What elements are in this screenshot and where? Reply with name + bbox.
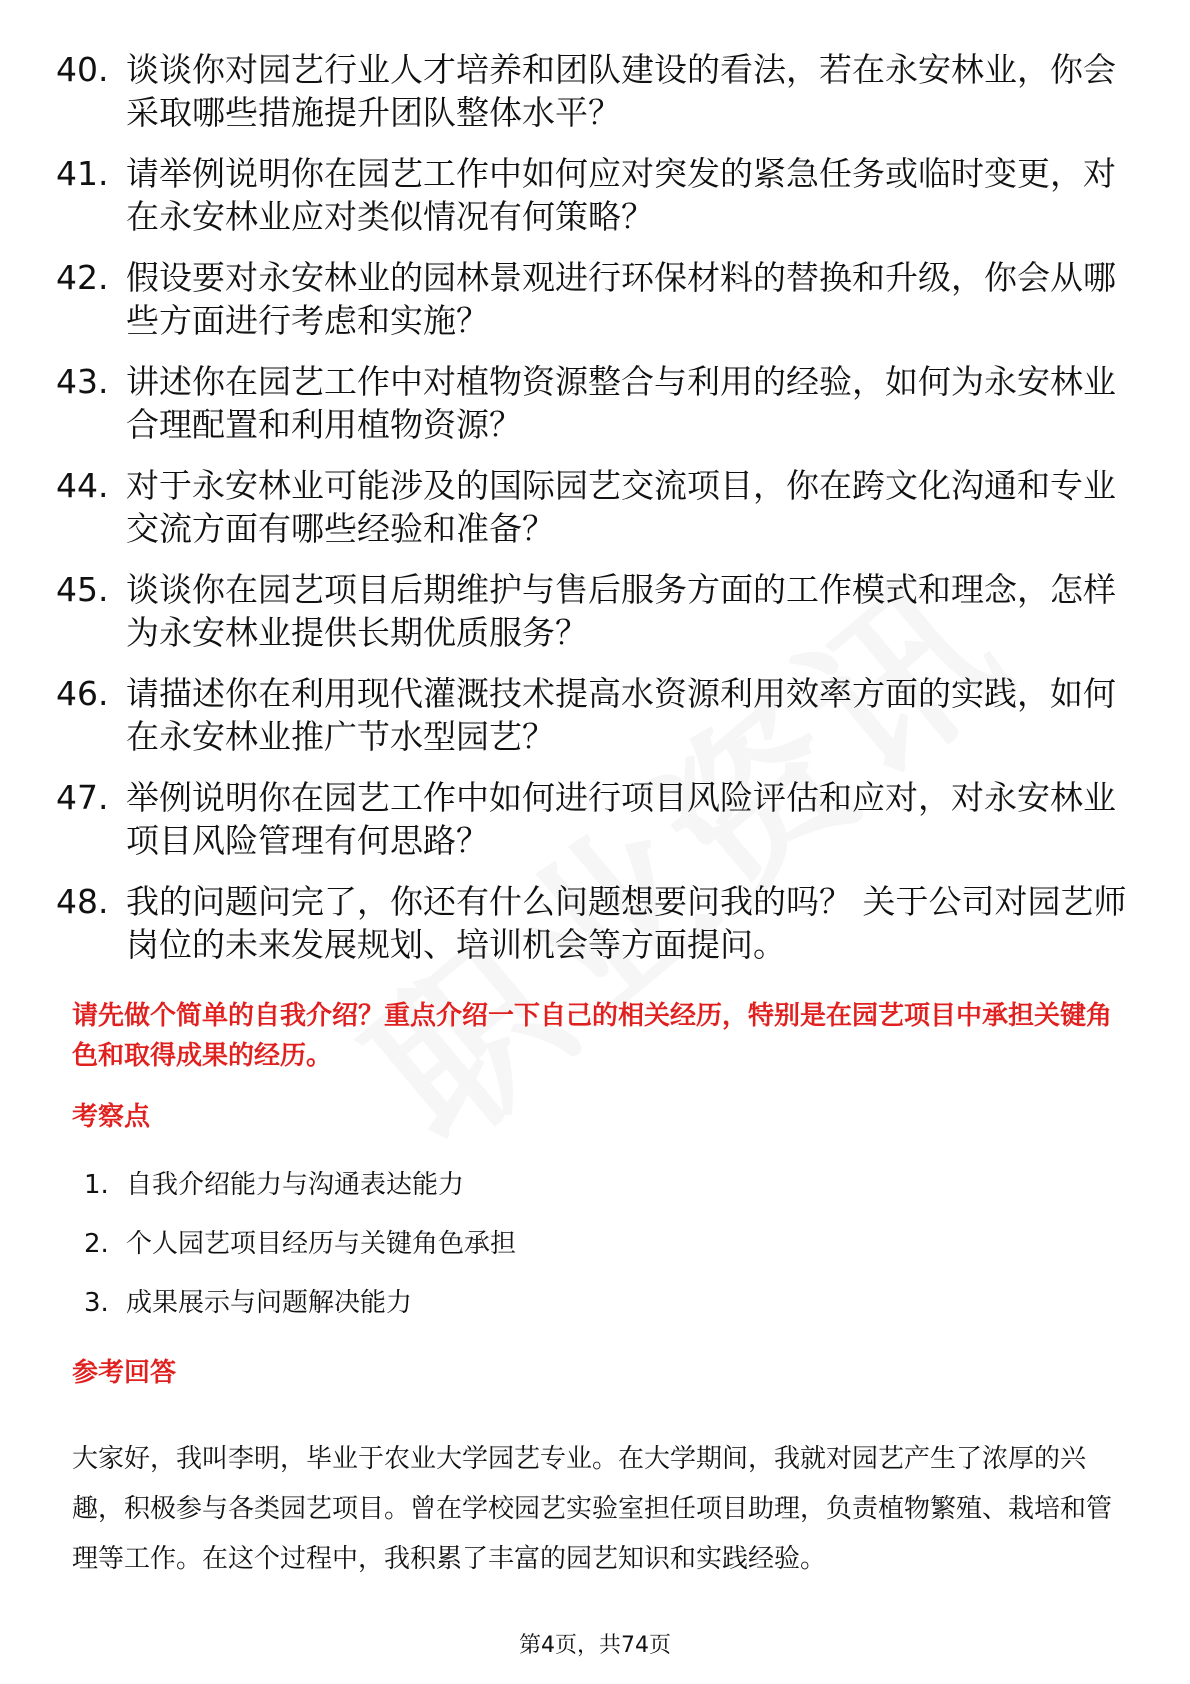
question-item	[56, 152, 1136, 238]
question-item	[56, 256, 1136, 342]
page-footer: 第4页，共74页	[519, 1633, 671, 1658]
question-item	[56, 464, 1136, 550]
point-item	[84, 1168, 516, 1202]
question-list	[56, 48, 1136, 984]
question-item	[56, 360, 1136, 446]
point-number: 1.	[84, 1170, 109, 1200]
question-text: 谈谈你在园艺项目后期维护与售后服务方面的工作模式和理念，怎样为永安林业提供长期优质服务？	[126, 570, 1116, 652]
question-item	[56, 880, 1136, 966]
question-number: 48.	[56, 882, 109, 921]
highlighted-question: 请先做个简单的自我介绍？重点介绍一下自己的相关经历，特别是在园艺项目中承担关键角色和取得成果的经历。	[72, 1001, 1113, 1071]
point-number: 3.	[84, 1288, 109, 1318]
question-text: 对于永安林业可能涉及的国际园艺交流项目，你在跨文化沟通和专业交流方面有哪些经验和准备？	[126, 466, 1116, 548]
question-text: 讲述你在园艺工作中对植物资源整合与利用的经验，如何为永安林业合理配置和利用植物资源？	[126, 362, 1116, 444]
question-number: 45.	[56, 570, 109, 609]
point-text: 个人园艺项目经历与关键角色承担	[126, 1229, 517, 1259]
point-text: 自我介绍能力与沟通表达能力	[126, 1170, 465, 1200]
question-number: 46.	[56, 674, 109, 713]
point-number: 2.	[84, 1229, 109, 1259]
question-text: 举例说明你在园艺工作中如何进行项目风险评估和应对，对永安林业项目风险管理有何思路？	[126, 778, 1116, 860]
question-item	[56, 776, 1136, 862]
answer-heading: 参考回答	[72, 1358, 177, 1388]
points-list	[84, 1168, 516, 1345]
question-text: 请描述你在利用现代灌溉技术提高水资源利用效率方面的实践，如何在永安林业推广节水型园艺？	[126, 674, 1116, 756]
answer-paragraph: 大家好，我叫李明，毕业于农业大学园艺专业。在大学期间，我就对园艺产生了浓厚的兴趣，积极参与各类园艺项目。曾在学校园艺实验室担任项目助理，负责植物繁殖、栽培和管理等工作。在这个过程中，我积累了丰富的园艺知识和实践经验。	[72, 1444, 1113, 1574]
question-text: 我的问题问完了，你还有什么问题想要问我的吗？ 关于公司对园艺师岗位的未来发展规划、培训机会等方面提问。	[126, 882, 1127, 964]
question-number: 40.	[56, 50, 109, 89]
point-item	[84, 1227, 516, 1261]
question-item	[56, 568, 1136, 654]
question-item	[56, 48, 1136, 134]
question-text: 假设要对永安林业的园林景观进行环保材料的替换和升级，你会从哪些方面进行考虑和实施？	[126, 258, 1116, 340]
question-text: 请举例说明你在园艺工作中如何应对突发的紧急任务或临时变更，对在永安林业应对类似情况有何策略？	[126, 154, 1116, 236]
point-text: 成果展示与问题解决能力	[126, 1288, 413, 1318]
points-heading: 考察点	[72, 1102, 151, 1132]
point-item	[84, 1286, 516, 1320]
question-number: 43.	[56, 362, 109, 401]
question-number: 42.	[56, 258, 109, 297]
question-number: 44.	[56, 466, 109, 505]
question-item	[56, 672, 1136, 758]
question-number: 47.	[56, 778, 109, 817]
question-number: 41.	[56, 154, 109, 193]
question-text: 谈谈你对园艺行业人才培养和团队建设的看法，若在永安林业，你会采取哪些措施提升团队整体水平？	[126, 50, 1116, 132]
